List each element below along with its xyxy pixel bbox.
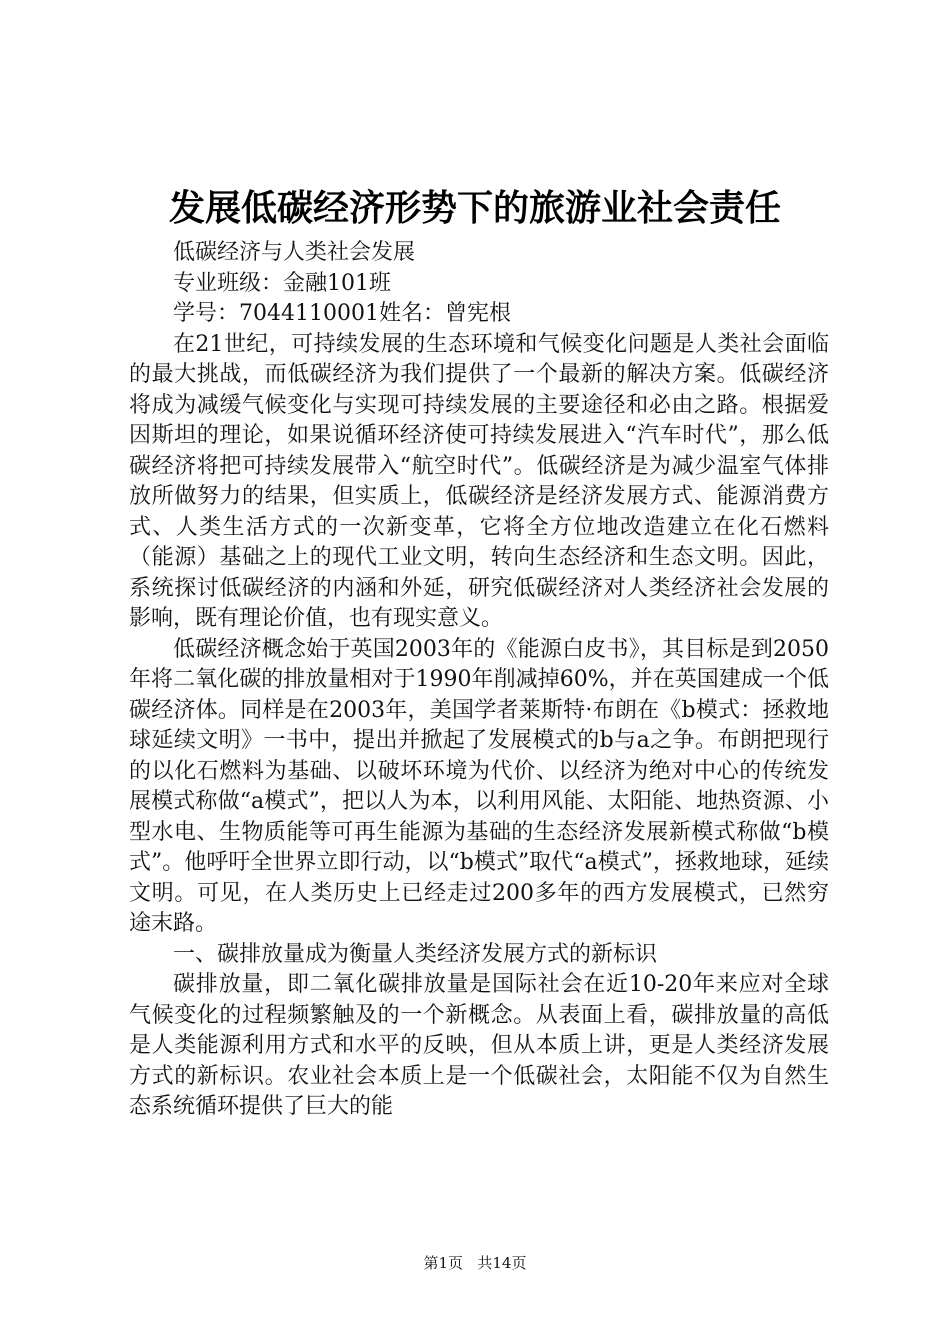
student-info-line: 学号：7044110001姓名：曾宪根 (173, 301, 511, 326)
page-footer (0, 1253, 950, 1273)
body-paragraph: 低碳经济概念始于英国2003年的《能源白皮书》，其目标是到2050年将二氧化碳的排放量相对于1990年削减掉60%，并在英国建成一个低碳经济体。同样是在2003年，美国学者莱斯特·布朗在《b模式：拯救地球延续文明》一书中，提出并掀起了发展模式的b与a之争。布朗把现行的以化石燃料为基础、以破坏环境为代价、以经济为绝对中心的传统发展模式称做“a模式”，把以人为本，以利用风能、太阳能、地热资源、小型水电、生物质能等可再生能源为基础的生态经济发展新模式称做“b模式”。他呼吁全世界立即行动，以“b模式”取代“a模式”，拯救地球，延续文明。可见，在人类历史上已经走过200多年的西方发展模式，已然穷途末路。 (129, 636, 829, 936)
body-paragraph: 在21世纪，可持续发展的生态环境和气候变化问题是人类社会面临的最大挑战，而低碳经济为我们提供了一个最新的解决方案。低碳经济将成为减缓气候变化与实现可持续发展的主要途径和必由之路。根据爱因斯坦的理论，如果说循环经济使可持续发展进入“汽车时代”，那么低碳经济将把可持续发展带入“航空时代”。低碳经济是为减少温室气体排放所做努力的结果，但实质上，低碳经济是经济发展方式、能源消费方式、人类生活方式的一次新变革，它将全方位地改造建立在化石燃料（能源）基础之上的现代工业文明，转向生态经济和生态文明。因此，系统探讨低碳经济的内涵和外延，研究低碳经济对人类经济社会发展的影响，既有理论价值，也有现实意义。 (129, 331, 829, 631)
document-body (129, 238, 829, 1123)
body-paragraph: 碳排放量，即二氧化碳排放量是国际社会在近10-20年来应对全球气候变化的过程频繁触及的一个新概念。从表面上看，碳排放量的高低是人类能源利用方式和水平的反映，但从本质上讲，更是人类经济发展方式的新标识。农业社会本质上是一个低碳社会，太阳能不仅为自然生态系统循环提供了巨大的能 (129, 972, 829, 1119)
page-total: 共14页 (477, 1254, 527, 1272)
document-title: 发展低碳经济形势下的旅游业社会责任 (168, 188, 781, 229)
section-heading: 一、碳排放量成为衡量人类经济发展方式的新标识 (173, 941, 658, 967)
subtitle-line: 低碳经济与人类社会发展 (173, 240, 416, 265)
page-number: 第1页 (423, 1254, 464, 1272)
class-line: 专业班级：金融101班 (173, 270, 391, 296)
